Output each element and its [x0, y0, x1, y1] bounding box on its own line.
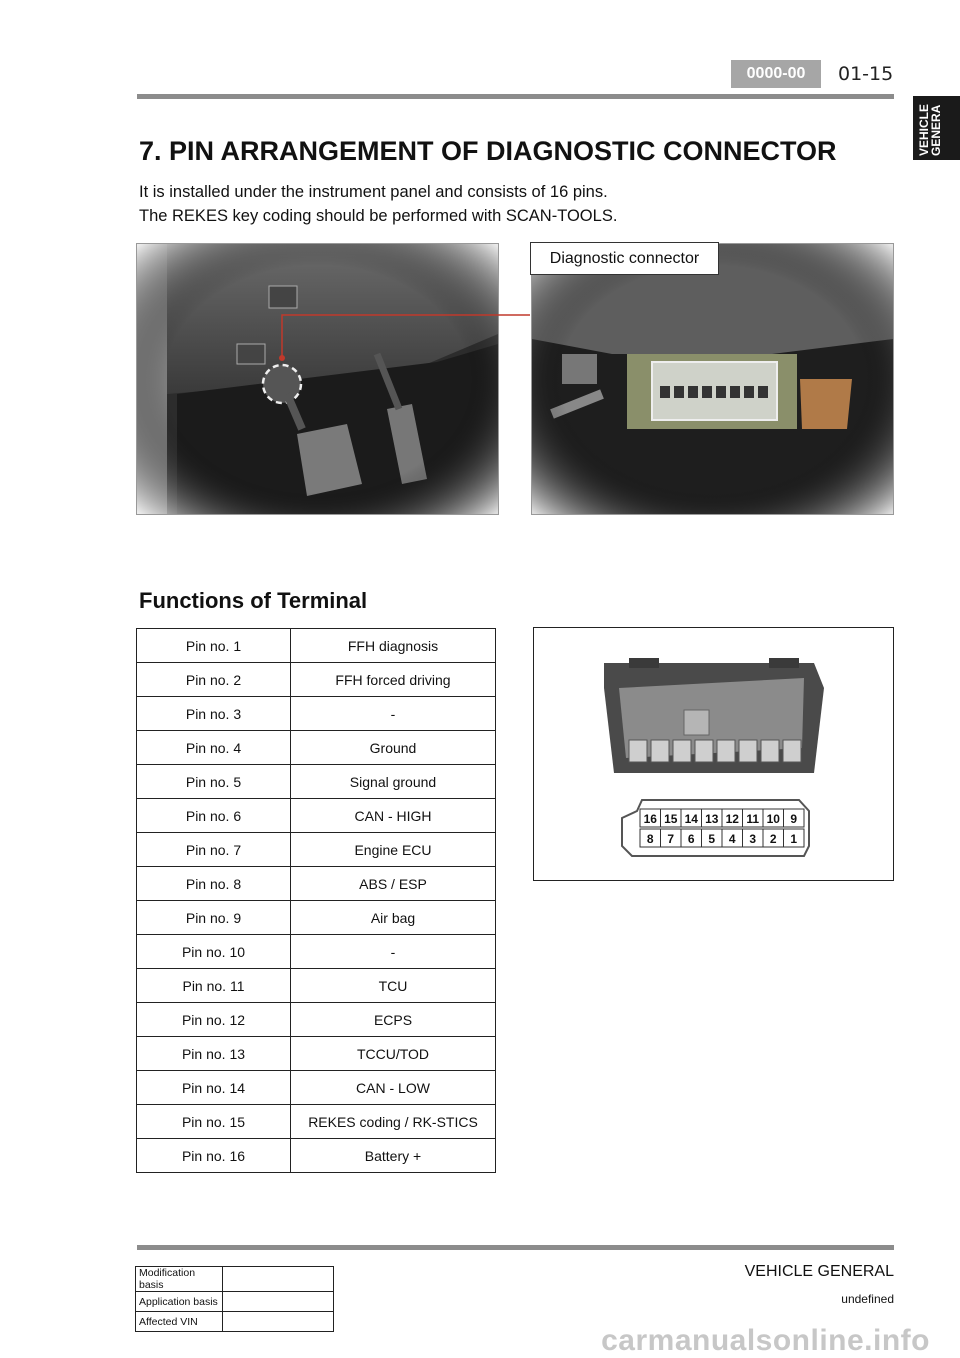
- pin-cell: Pin no. 9: [137, 901, 291, 935]
- affected-vin-label: Affected VIN: [136, 1312, 223, 1332]
- intro-line-1: It is installed under the instrument panel and consists of 16 pins.: [139, 183, 608, 201]
- header-rule: [137, 94, 894, 99]
- pin-cell: Pin no. 12: [137, 1003, 291, 1037]
- function-cell: ECPS: [291, 1003, 496, 1037]
- subsection-title: Functions of Terminal: [139, 588, 368, 613]
- footer-subtitle: undefined: [841, 1292, 894, 1306]
- function-cell: Battery +: [291, 1139, 496, 1173]
- modification-table: [135, 1266, 334, 1332]
- pin-number-label: 16: [643, 812, 657, 826]
- table-row: [137, 867, 496, 901]
- pin-number-label: 5: [708, 832, 716, 846]
- pin-cell: Pin no. 5: [137, 765, 291, 799]
- function-cell: Air bag: [291, 901, 496, 935]
- table-row: [137, 731, 496, 765]
- pin-number-label: 15: [664, 812, 678, 826]
- table-row: [137, 1105, 496, 1139]
- pin-number-label: 12: [725, 812, 739, 826]
- table-row: [137, 663, 496, 697]
- connector-closeup-illustration: [532, 244, 893, 514]
- application-basis-label: Application basis: [136, 1292, 223, 1312]
- function-cell: ABS / ESP: [291, 867, 496, 901]
- pin-cell: Pin no. 14: [137, 1071, 291, 1105]
- function-cell: FFH diagnosis: [291, 629, 496, 663]
- table-row: [137, 1139, 496, 1173]
- pin-cell: Pin no. 11: [137, 969, 291, 1003]
- function-cell: Engine ECU: [291, 833, 496, 867]
- pin-function-table: [136, 628, 496, 1173]
- pin-cell: Pin no. 15: [137, 1105, 291, 1139]
- pin-cell: Pin no. 7: [137, 833, 291, 867]
- function-cell: CAN - LOW: [291, 1071, 496, 1105]
- section-code-badge: 0000-00: [731, 60, 821, 88]
- callout-leader-line: [270, 250, 540, 370]
- table-row: [137, 765, 496, 799]
- function-cell: TCU: [291, 969, 496, 1003]
- footer-rule: [137, 1245, 894, 1250]
- affected-vin-value: [223, 1312, 334, 1332]
- table-row: [137, 969, 496, 1003]
- table-row: [137, 1037, 496, 1071]
- table-row: [137, 799, 496, 833]
- modification-basis-value: [223, 1267, 334, 1292]
- pin-number-label: 2: [769, 832, 777, 846]
- pin-number-label: 9: [790, 812, 798, 826]
- side-tab-label: VEHICLE GENERA: [917, 103, 943, 156]
- pin-cell: Pin no. 8: [137, 867, 291, 901]
- callout-label: Diagnostic connector: [530, 242, 719, 275]
- table-row: [137, 697, 496, 731]
- function-cell: TCCU/TOD: [291, 1037, 496, 1071]
- pin-number-label: 4: [728, 832, 736, 846]
- pin-cell: Pin no. 3: [137, 697, 291, 731]
- pin-number-label: 6: [687, 832, 695, 846]
- function-cell: Signal ground: [291, 765, 496, 799]
- function-cell: FFH forced driving: [291, 663, 496, 697]
- table-row: [136, 1267, 334, 1292]
- function-cell: Ground: [291, 731, 496, 765]
- footer-chapter-title: VEHICLE GENERAL: [744, 1263, 894, 1280]
- connector-diagram: [533, 627, 894, 881]
- chapter-side-tab[interactable]: [913, 96, 960, 160]
- table-row: [137, 833, 496, 867]
- pin-number-label: 1: [790, 832, 798, 846]
- table-row: [137, 1003, 496, 1037]
- connector-illustration: [534, 628, 893, 880]
- pin-number-label: 14: [684, 812, 698, 826]
- section-title: 7. PIN ARRANGEMENT OF DIAGNOSTIC CONNECTOR: [139, 136, 837, 166]
- function-cell: -: [291, 697, 496, 731]
- application-basis-value: [223, 1292, 334, 1312]
- function-cell: REKES coding / RK-STICS: [291, 1105, 496, 1139]
- function-cell: CAN - HIGH: [291, 799, 496, 833]
- pin-number-label: 13: [705, 812, 719, 826]
- pin-number-label: 8: [646, 832, 654, 846]
- table-row: [137, 1071, 496, 1105]
- table-row: [136, 1292, 334, 1312]
- pin-cell: Pin no. 16: [137, 1139, 291, 1173]
- connector-closeup-photo: [531, 243, 894, 515]
- table-row: [137, 935, 496, 969]
- pin-cell: Pin no. 13: [137, 1037, 291, 1071]
- pin-cell: Pin no. 1: [137, 629, 291, 663]
- table-row: [136, 1312, 334, 1332]
- pin-cell: Pin no. 4: [137, 731, 291, 765]
- pin-number-label: 10: [766, 812, 780, 826]
- table-row: [137, 629, 496, 663]
- pin-cell: Pin no. 10: [137, 935, 291, 969]
- pin-number-label: 3: [749, 832, 757, 846]
- pin-cell: Pin no. 2: [137, 663, 291, 697]
- pin-number-label: 7: [667, 832, 675, 846]
- pin-number-label: 11: [746, 812, 760, 826]
- function-cell: -: [291, 935, 496, 969]
- modification-basis-label: Modification basis: [136, 1267, 223, 1292]
- table-row: [137, 901, 496, 935]
- page-number: 01-15: [838, 63, 894, 85]
- intro-line-2: The REKES key coding should be performed with SCAN-TOOLS.: [139, 207, 618, 225]
- watermark-text: carmanualsonline.info: [601, 1324, 930, 1357]
- pin-cell: Pin no. 6: [137, 799, 291, 833]
